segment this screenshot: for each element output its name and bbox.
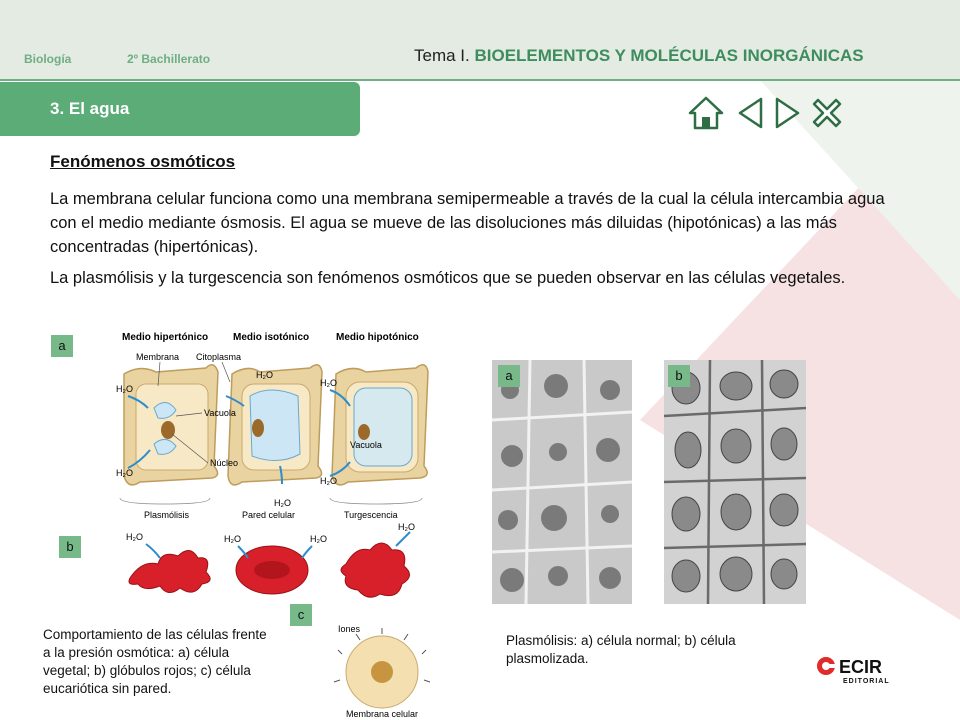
h2o-label-5: H₂O	[320, 378, 337, 388]
label-isotonic: Medio isotónico	[233, 332, 310, 343]
micrograph-normal-cell	[492, 360, 632, 604]
animal-cell-diagram	[326, 620, 436, 720]
topic-name: BIOELEMENTOS Y MOLÉCULAS INORGÁNICAS	[474, 46, 864, 65]
section-heading: Fenómenos osmóticos	[50, 152, 236, 171]
left-figure-caption: Comportamiento de las células frente a la presión osmótica: a) célula vegetal; b) glóbulos rojos; c) célula eucariótica sin pared.	[43, 627, 267, 696]
next-arrow-icon[interactable]	[774, 96, 802, 130]
topic-prefix: Tema I.	[414, 46, 475, 65]
label-vacuola-1: Vacuola	[204, 408, 236, 418]
h2o-label-3: H₂O	[256, 370, 273, 380]
section-tab	[0, 82, 360, 136]
header-bar	[0, 0, 960, 81]
paragraph-plasmolysis: La plasmólisis y la turgescencia son fenómenos osmóticos que se pueden observar en las células vegetales.	[50, 269, 846, 287]
editorial-logo	[815, 655, 901, 685]
figure-label-a: a	[51, 335, 73, 357]
h2o-label-rbc-3: H₂O	[310, 534, 327, 544]
subject-label: Biología	[24, 52, 72, 66]
prev-arrow-icon[interactable]	[736, 96, 764, 130]
h2o-label-2: H₂O	[116, 468, 133, 478]
micrograph-label-b: b	[668, 365, 690, 387]
label-vacuola-2: Vacuola	[350, 440, 382, 450]
right-figure-caption: Plasmólisis: a) célula normal; b) célula plasmolizada.	[506, 633, 736, 666]
h2o-label-rbc-2: H₂O	[224, 534, 241, 544]
micrograph-label-a: a	[498, 365, 520, 387]
label-citoplasma: Citoplasma	[196, 352, 242, 362]
label-turgescencia: Turgescencia	[344, 510, 398, 520]
course-label: 2º Bachillerato	[127, 52, 211, 66]
label-membrana-celular: Membrana celular	[346, 709, 419, 719]
micrograph-plasmolysed-cell	[664, 360, 806, 604]
red-blood-cells-diagram	[120, 520, 430, 602]
close-icon[interactable]	[810, 96, 844, 130]
h2o-label-1: H₂O	[116, 384, 133, 394]
h2o-label-rbc-4: H₂O	[398, 522, 415, 532]
logo-text: ECIR	[839, 657, 883, 677]
plant-cell-diagram	[110, 326, 435, 524]
h2o-label-rbc-1: H₂O	[126, 532, 143, 542]
figure-label-c: c	[290, 604, 312, 626]
label-pared-celular: Pared celular	[242, 510, 296, 520]
logo-subtext: EDITORIAL	[843, 678, 890, 685]
h2o-label-6: H₂O	[320, 476, 337, 486]
label-iones: Iones	[338, 624, 361, 634]
label-plasmolisis: Plasmólisis	[144, 510, 190, 520]
home-icon[interactable]	[688, 96, 724, 130]
label-membrana: Membrana	[136, 352, 180, 362]
label-hypotonic: Medio hipotónico	[336, 332, 419, 343]
h2o-label-4: H₂O	[274, 498, 291, 508]
topic-title	[414, 46, 864, 66]
label-hypertonic: Medio hipertónico	[122, 332, 209, 343]
paragraph-membrane: La membrana celular funciona como una membrana semipermeable a través de la cual la célula intercambia agua con el medio mediante ósmosis. El agua se mueve de las disoluciones más diluidas (hipotónicas) a las más concentradas (hipertónicas).	[50, 190, 885, 256]
figure-label-b: b	[59, 536, 81, 558]
section-title: 3. El agua	[50, 99, 130, 118]
label-nucleo: Núcleo	[210, 458, 239, 468]
